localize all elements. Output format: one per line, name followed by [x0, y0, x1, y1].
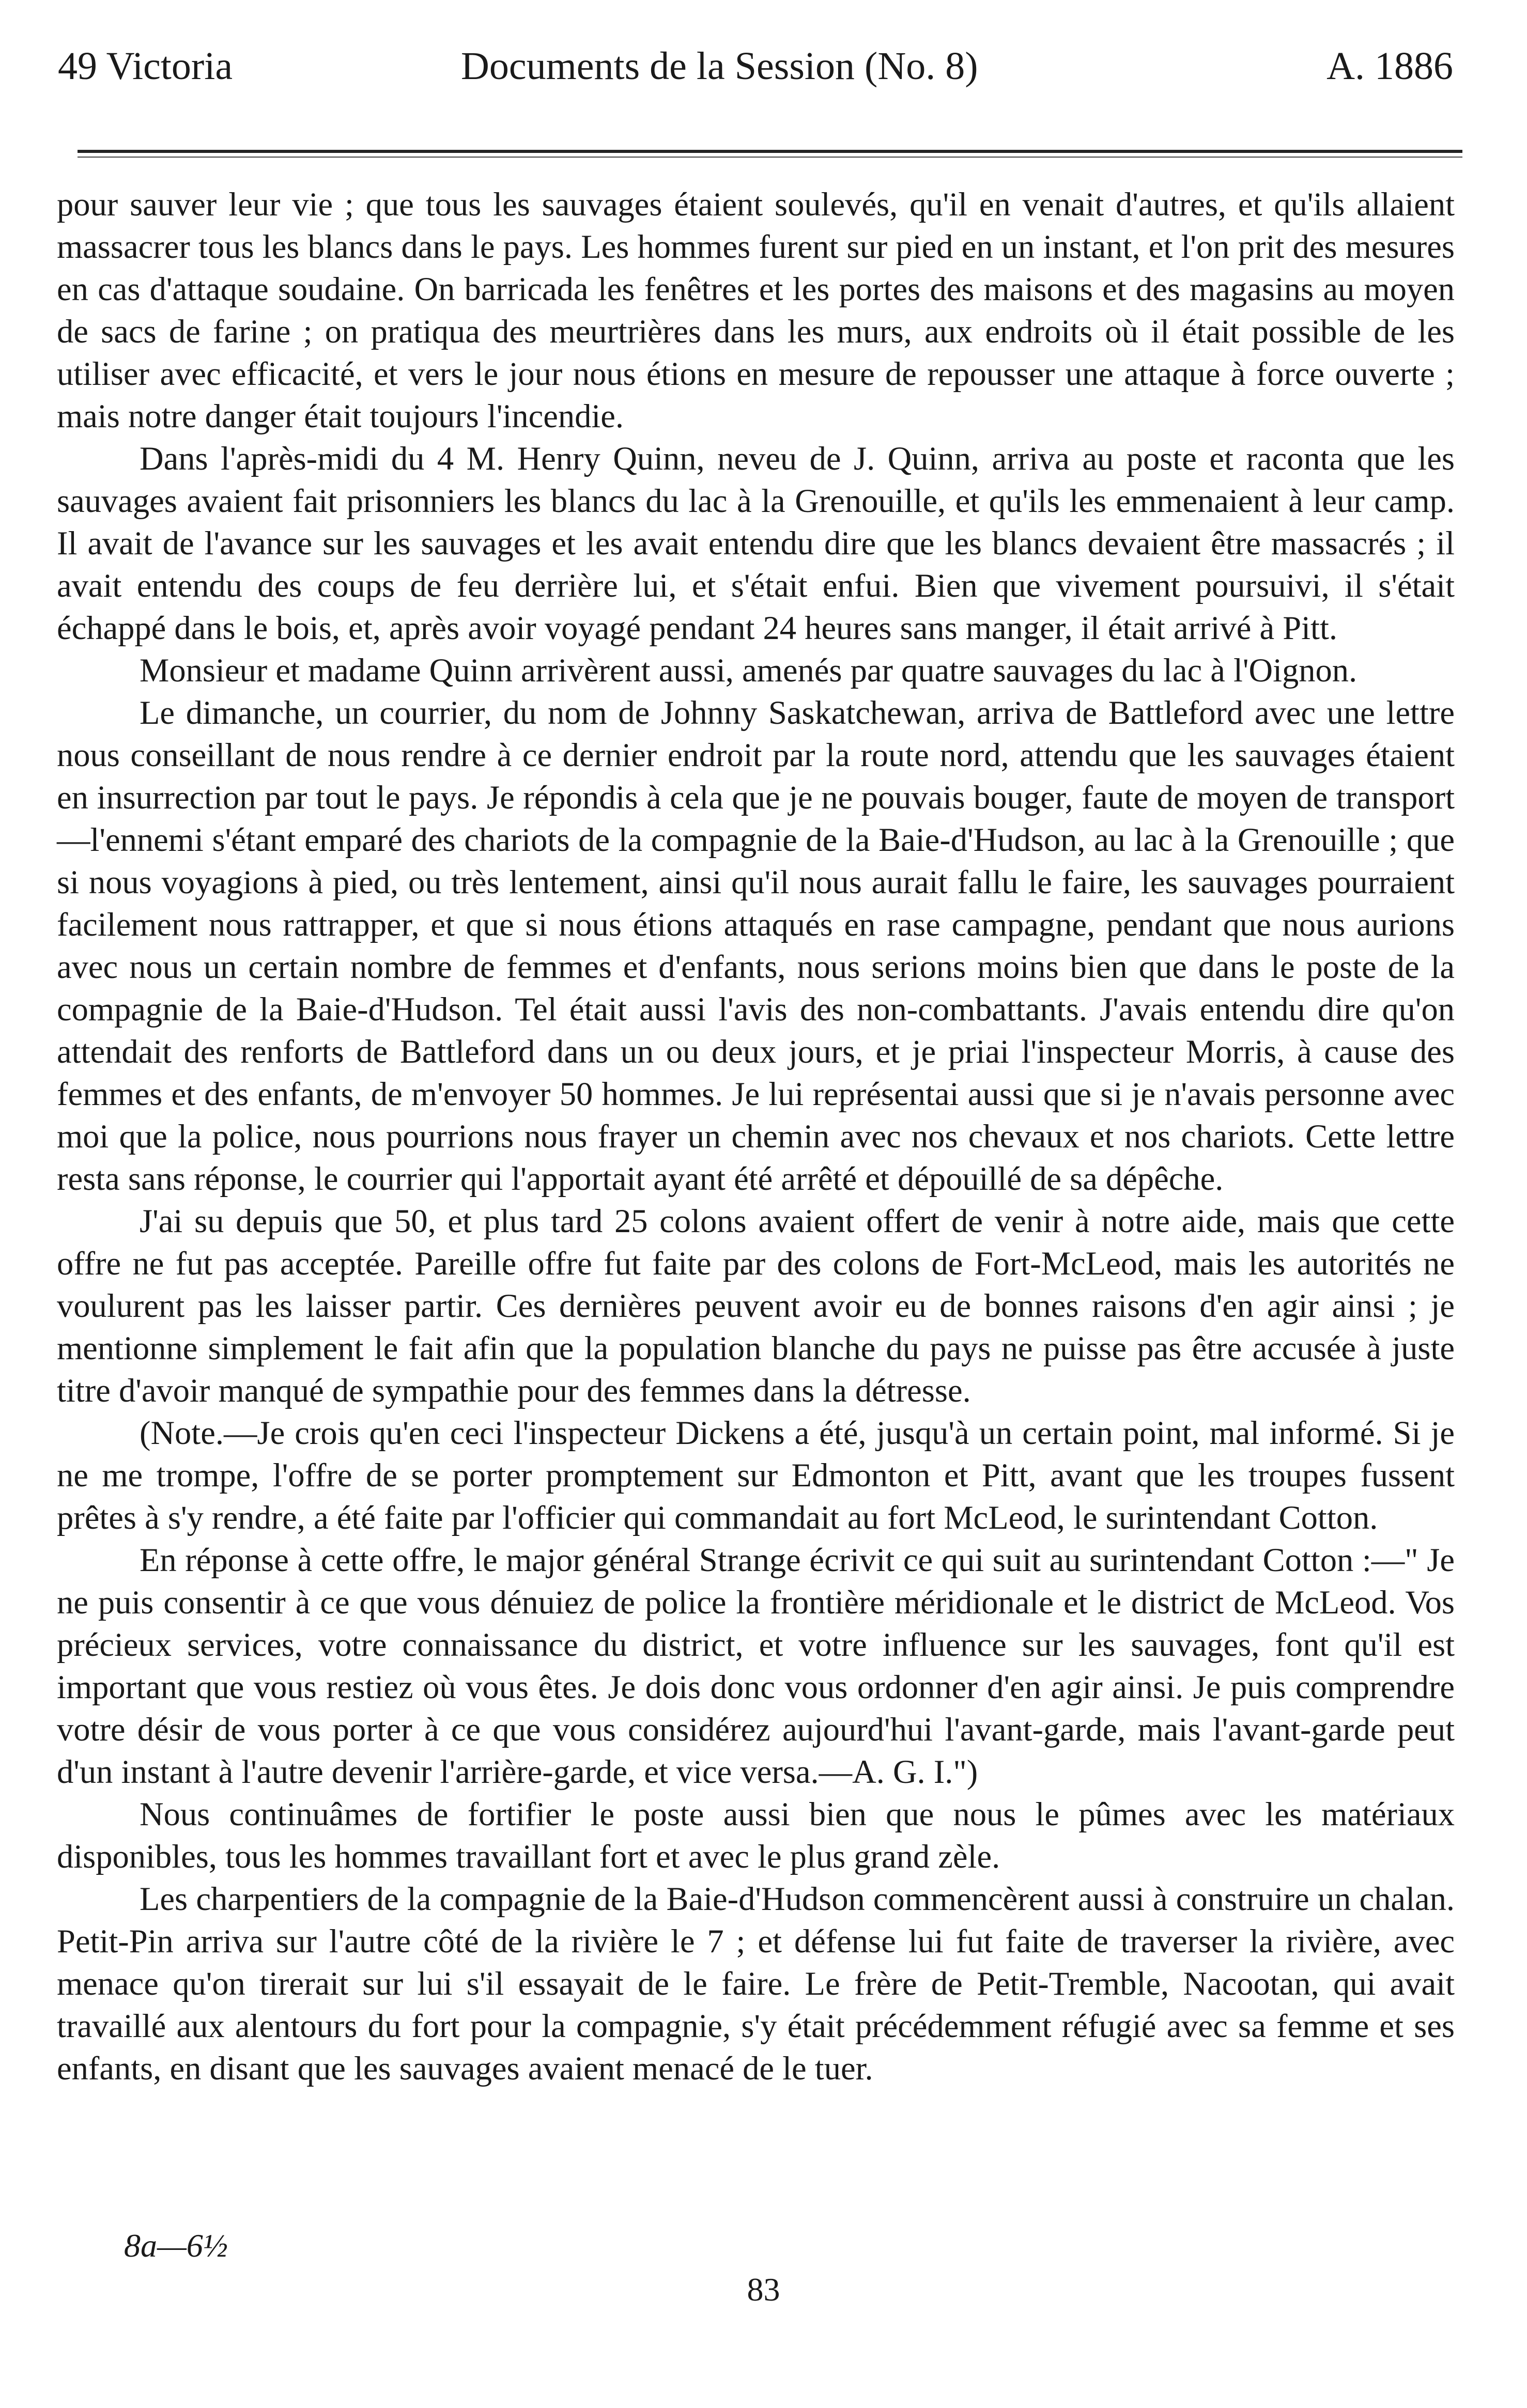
paragraph-6-note: (Note.—Je crois qu'en ceci l'inspecteur Dickens a été, jusqu'à un certain point, mal informé. Si je ne me trompe, l'offre de se porter promptement sur Edmonton et Pitt, avant que les troupes fussent prêtes à s'y rendre, a été faite par l'officier qui commandait au fort McLeod, le surintendant Cotton.	[57, 1415, 1455, 1536]
paragraph-8: Nous continuâmes de fortifier le poste aussi bien que nous le pûmes avec les matériaux disponibles, tous les hommes travaillant fort et avec le plus grand zèle.	[57, 1796, 1455, 1875]
page-number: 83	[747, 2271, 780, 2308]
paragraph-7: En réponse à cette offre, le major général Strange écrivit ce qui suit au surintendant Cotton :—" Je ne puis consentir à ce que vous dénuiez de police la frontière méridionale et le district de McLeod. Vos précieux services, votre connaissance du district, et votre influence sur les sauvages, font qu'il est important que vous restiez où vous êtes. Je dois donc vous ordonner d'en agir ainsi. Je puis comprendre votre désir de vous porter à ce que vous considérez aujourd'hui l'avant-garde, mais l'avant-garde peut d'un instant à l'autre devenir l'arrière-garde, et vice versa.—A. G. I.")	[57, 1542, 1455, 1790]
paragraph-2: Dans l'après-midi du 4 M. Henry Quinn, neveu de J. Quinn, arriva au poste et raconta que les sauvages avaient fait prisonniers les blancs du lac à la Grenouille, et qu'ils les emmenaient à leur camp. Il avait de l'avance sur les sauvages et les avait entendu dire que les blancs devaient être massacrés ; il avait entendu des coups de feu derrière lui, et s'était enfui. Bien que vivement poursuivi, il s'était échappé dans le bois, et, après avoir voyagé pendant 24 heures sans manger, il était arrivé à Pitt.	[57, 440, 1455, 646]
header-year: A. 1886	[1327, 44, 1453, 88]
body-text	[57, 183, 1455, 2090]
paragraph-3: Monsieur et madame Quinn arrivèrent aussi, amenés par quatre sauvages du lac à l'Oignon.	[140, 652, 1358, 689]
header-rule-thin	[78, 157, 1462, 158]
paragraph-9: Les charpentiers de la compagnie de la Baie-d'Hudson commencèrent aussi à construire un chalan. Petit-Pin arriva sur l'autre côté de la rivière le 7 ; et défense lui fut faite de traverser la rivière, avec menace qu'on tirerait sur lui s'il essayait de le faire. Le frère de Petit-Tremble, Nacootan, qui avait travaillé aux alentours du fort pour la compagnie, s'y était précédemment réfugié avec sa femme et ses enfants, en disant que les sauvages avaient menacé de le tuer.	[57, 1881, 1455, 2087]
signature-mark: 8a—6½	[124, 2227, 228, 2264]
paragraph-1: pour sauver leur vie ; que tous les sauvages étaient soulevés, qu'il en venait d'autres, et qu'ils allaient massacrer tous les blancs dans le pays. Les hommes furent sur pied en un instant, et l'on prit des mesures en cas d'attaque soudaine. On barricada les fenêtres et les portes des maisons et des magasins au moyen de sacs de farine ; on pratiqua des meurtrières dans les murs, aux endroits où il était possible de les utiliser avec efficacité, et vers le jour nous étions en mesure de repousser une attaque à force ouverte ; mais notre danger était toujours l'incendie.	[57, 186, 1455, 434]
running-header	[58, 35, 1453, 97]
header-volume: 49 Victoria	[58, 44, 233, 88]
header-title: Documents de la Session (No. 8)	[461, 44, 978, 88]
paragraph-4: Le dimanche, un courrier, du nom de Johnny Saskatchewan, arriva de Battleford avec une lettre nous conseillant de nous rendre à ce dernier endroit par la route nord, attendu que les sauvages étaient en insurrection par tout le pays. Je répondis à cela que je ne pouvais bouger, faute de moyen de transport—l'ennemi s'étant emparé des chariots de la compagnie de la Baie-d'Hudson, au lac à la Grenouille ; que si nous voyagions à pied, ou très lentement, ainsi qu'il nous aurait fallu le faire, les sauvages pourraient facilement nous rattrapper, et que si nous étions attaqués en rase campagne, pendant que nous aurions avec nous un certain nombre de femmes et d'enfants, nous serions moins bien que dans le poste de la compagnie de la Baie-d'Hudson. Tel était aussi l'avis des non-combattants. J'avais entendu dire qu'on attendait des renforts de Battleford dans un ou deux jours, et je priai l'inspecteur Morris, à cause des femmes et des enfants, de m'envoyer 50 hommes. Je lui représentai aussi que si je n'avais personne avec moi que la police, nous pourrions nous frayer un chemin avec nos chevaux et nos chariots. Cette lettre resta sans réponse, le courrier qui l'apportait ayant été arrêté et dépouillé de sa dépêche.	[57, 694, 1455, 1197]
paragraph-5: J'ai su depuis que 50, et plus tard 25 colons avaient offert de venir à notre aide, mais que cette offre ne fut pas acceptée. Pareille offre fut faite par des colons de Fort-McLeod, mais les autorités ne voulurent pas les laisser partir. Ces dernières peuvent avoir eu de bonnes raisons d'en agir ainsi ; je mentionne simplement le fait afin que la population blanche du pays ne puisse pas être accusée à juste titre d'avoir manqué de sympathie pour des femmes dans la détresse.	[57, 1203, 1455, 1409]
header-rule-thick	[78, 150, 1462, 153]
